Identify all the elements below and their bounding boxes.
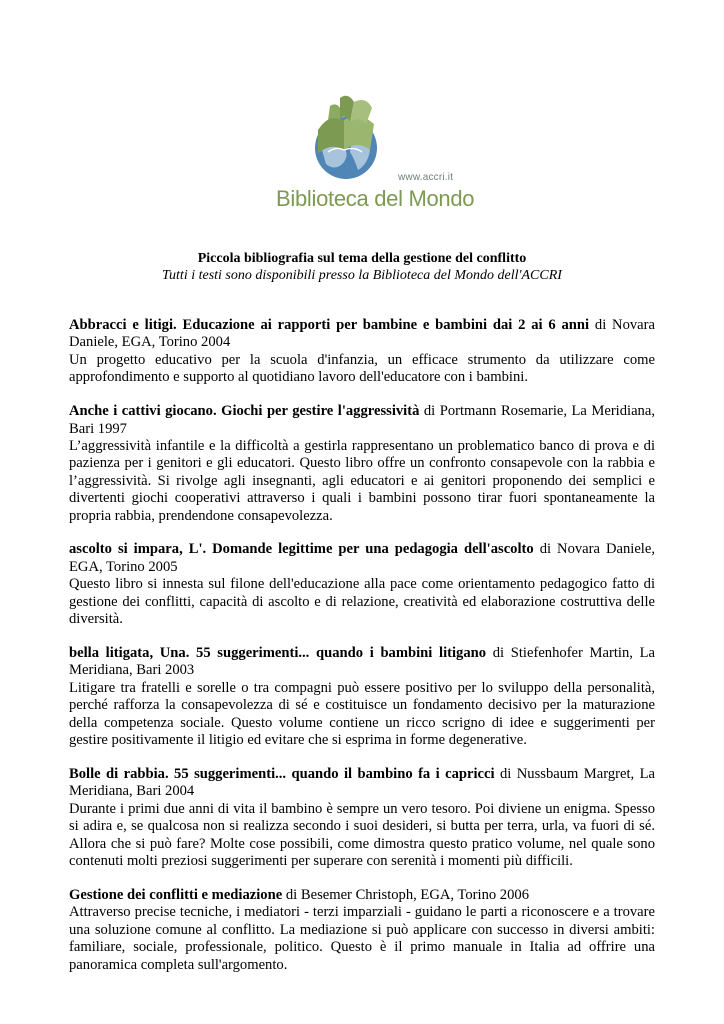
bibliography-entry [69,766,655,870]
biblioteca-logo [270,88,475,218]
entry-title: ascolto si impara, L'. Domande legittime per una pedagogia dell'ascolto [69,541,534,558]
bibliography-entry [69,645,655,749]
entry-description: Questo libro si innesta sul filone dell'educazione alla pace come orientamento pedagogico fatto di gestione dei conflitti, capacità di ascolto e di relazione, creatività ed elaborazione costruttiva delle diversità. [69,576,655,628]
entry-description: Attraverso precise tecniche, i mediatori - terzi imparziali - guidano le parti a riconoscere e a trovare una soluzione comune al conflitto. La mediazione si può applicare con successo in diversi ambiti: familiare, sociale, professionale, politico. Questo è il primo manuale in Italia ad offrire una panoramica completa sull'argomento. [69,904,655,973]
entry-details: di Nussbaum Margret, La Meridiana, Bari 2004 [69,765,655,800]
page-title: Piccola bibliografia sul tema della gestione del conflitto [197,251,527,266]
entry-citation [69,403,655,438]
bibliography-entry [69,887,655,974]
document-heading [0,250,724,284]
entry-description: Un progetto educativo per la scuola d'infanzia, un efficace strumento da utilizzare come approfondimento e supporto al quotidiano lavoro dell'educatore con i bambini. [69,351,655,386]
entry-details: di Portmann Rosemarie, La Meridiana, Bari 1997 [69,403,655,437]
entry-title: Abbracci e litigi. Educazione ai rapporti per bambine e bambini dai 2 ai 6 anni [69,317,590,333]
entry-citation [69,541,655,576]
entry-citation [69,887,655,904]
bibliography-entry [69,317,655,387]
entry-title: Bolle di rabbia. 55 suggerimenti... quando il bambino fa i capricci [69,765,495,782]
entry-description: Durante i primi due anni di vita il bambino è sempre un vero tesoro. Poi diviene un enigma. Spesso si adira e, se qualcosa non si realizza secondo i suoi desideri, si butta per terra, urla, va fuori di sé. Allora che si può fare? Molte cose possibili, come dimostra questo pratico volume, nel quale sono contenuti molti preziosi suggerimenti per superare con serenità i momenti più difficili. [69,800,655,869]
entry-title: Anche i cattivi giocano. Giochi per gestire l'aggressività [69,403,420,420]
logo-name: Biblioteca del Mondo [276,186,475,211]
entry-title: Gestione dei conflitti e mediazione [69,886,283,903]
logo-url: www.accri.it [398,172,454,183]
entry-citation [69,317,655,352]
entry-description: L’aggressività infantile e la difficoltà a gestirla rappresentano un problematico banco di prova e di pazienza per i genitori e gli educatori. Questo libro offre un confronto consapevole con la rabbia e l’aggressività. Si rivolge agli insegnanti, agli educatori e ai genitori proponendo dei semplici e divertenti giochi cooperativi attraverso i quali i bambini possono tirar fuori spontaneamente la propria rabbia, prendendone consapevolezza. [69,437,655,524]
entry-citation [69,645,655,680]
bibliography-entry [69,403,655,525]
entry-citation [69,766,655,801]
bibliography-entry [69,541,655,628]
entry-details: di Novara Daniele, EGA, Torino 2004 [69,317,655,351]
entry-title: bella litigata, Una. 55 suggerimenti... quando i bambini litigano [69,645,487,661]
entry-description: Litigare tra fratelli e sorelle o tra compagni può essere positivo per lo sviluppo della personalità, perché rafforza la consapevolezza di sé e costituisce un fondamento decisivo per la maturazione della competenza sociale. Questo volume contiene un ricco scrigno di idee e suggerimenti per gestire positivamente il litigio ed evitare che si esprima in forme degenerative. [69,679,655,749]
entry-details: di Novara Daniele, EGA, Torino 2005 [69,541,655,575]
entry-details: di Besemer Christoph, EGA, Torino 2006 [285,886,529,903]
entry-details: di Stiefenhofer Martin, La Meridiana, Bari 2003 [69,645,655,679]
bibliography-list [69,317,655,990]
page-subtitle: Tutti i testi sono disponibili presso la Biblioteca del Mondo dell'ACCRI [162,268,562,283]
